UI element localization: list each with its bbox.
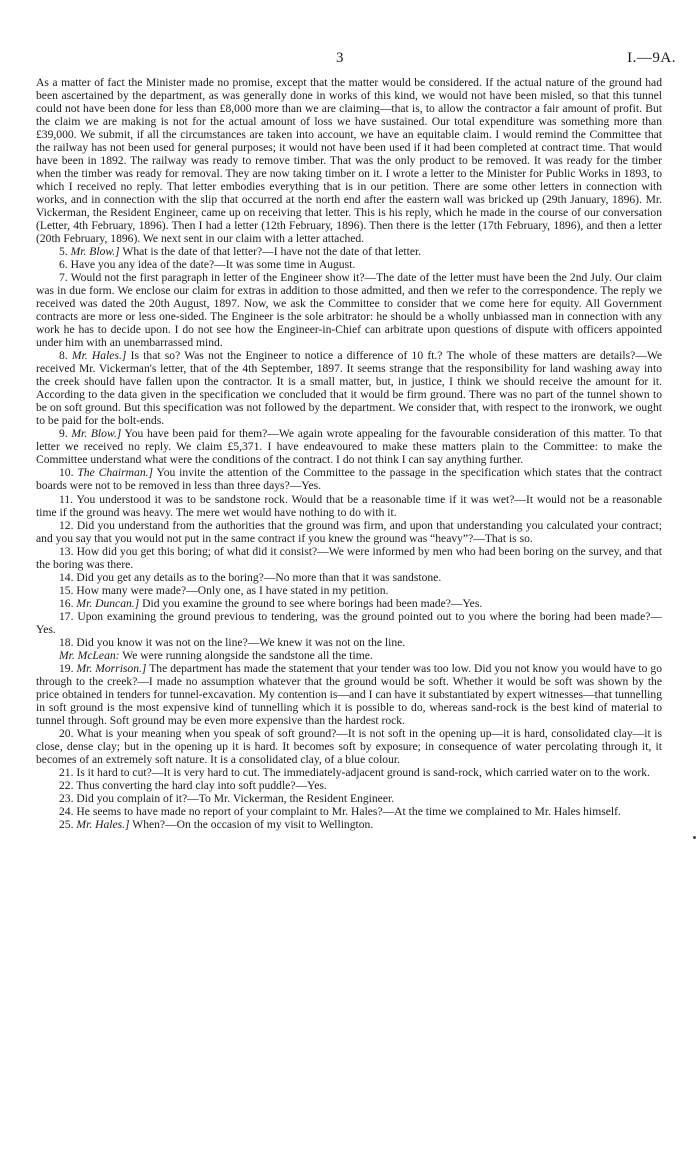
margin-mark — [693, 836, 696, 839]
question-number: 6. — [59, 258, 68, 272]
question-paragraph — [36, 519, 662, 545]
question-number: 24. — [59, 804, 74, 818]
paragraph-text: How did you get this boring; of what did it consist?—We were informed by men who had been boring on the survey, and that the boring was there. — [36, 544, 662, 571]
speaker-name: Mr. Morrison.] — [76, 661, 147, 675]
question-paragraph — [36, 597, 662, 610]
paragraph-text: Upon examining the ground previous to tendering, was the ground pointed out to you where the boring had been made?—Yes. — [36, 609, 662, 636]
paragraph-text: Did you examine the ground to see where borings had been made?—Yes. — [142, 596, 483, 610]
page-reference: I.—9A. — [627, 50, 676, 66]
question-number: 13. — [59, 544, 74, 558]
speaker-name: Mr. Blow.] — [71, 427, 122, 441]
page-body — [36, 76, 662, 831]
question-number: 14. — [59, 570, 74, 584]
question-paragraph — [36, 349, 662, 427]
question-paragraph — [36, 818, 662, 831]
question-paragraph — [36, 766, 662, 779]
question-paragraph — [36, 662, 662, 727]
question-number: 10. — [59, 466, 74, 480]
speaker-name: Mr. Hales.] — [71, 349, 127, 363]
question-number: 9. — [59, 427, 68, 441]
question-paragraph — [36, 545, 662, 571]
question-paragraph — [36, 427, 662, 466]
question-number: 15. — [59, 583, 74, 597]
question-number: 5. — [59, 245, 68, 259]
question-paragraph — [36, 245, 662, 258]
paragraph-text: He seems to have made no report of your complaint to Mr. Hales?—At the time we complained to Mr. Hales himself. — [76, 804, 621, 818]
paragraph-text: When?—On the occasion of my visit to Wellington. — [132, 817, 374, 831]
question-number: 16. — [59, 596, 74, 610]
speaker-name: Mr. McLean: — [59, 648, 120, 662]
question-paragraph — [36, 258, 662, 271]
question-paragraph — [36, 466, 662, 492]
opening-paragraph — [36, 76, 662, 245]
question-paragraph — [36, 584, 662, 597]
question-number: 18. — [59, 635, 74, 649]
question-paragraph — [36, 727, 662, 766]
paragraph-text: Did you know it was not on the line?—We knew it was not on the line. — [76, 635, 406, 649]
paragraph-text: You have been paid for them?—We again wrote appealing for the favourable consideration of this matter. To that letter we received no reply. We claim £5,371. I have endeavoured to make these matters plain to the Committee: to make the Committee understand what were the conditions of the contract. I do not think I can say anything further. — [36, 427, 662, 467]
paragraph-text: Is that so? Was not the Engineer to notice a difference of 10 ft.? The whole of these matters are details?—We received Mr. Vickerman's letter, that of the 4th September, 1897. It seems strange that the responsibility for land washing away into the creek should have fallen upon the contractor. It is a small matter, but, in justice, I think we should receive the amount for it. According to the data given in the specification we concluded that it would be firm ground. There was no part of the tunnel shown to be on soft ground. But this specification was not followed by the department. We consider that, with respect to the ironwork, we ought to be paid for the bolt-ends. — [36, 349, 662, 428]
speaker-name: Mr. Blow.] — [70, 245, 120, 259]
question-number: 19. — [59, 661, 74, 675]
question-paragraph — [36, 779, 662, 792]
paragraph-text: You understood it was to be sandstone rock. Would that be a reasonable time if it was wet?—It would not be a reasonable time if the ground was heavy. The mere wet would have nothing to do with it. — [36, 492, 663, 519]
paragraph-text: Is it hard to cut?—It is very hard to cut. The immediately-adjacent ground is sand-rock, which carried water on to the work. — [76, 765, 650, 779]
question-number: 22. — [59, 778, 74, 792]
question-number: 21. — [59, 765, 74, 779]
paragraph-text: The department has made the statement that your tender was too low. Did you not know you would have to go through to the creek?—I made no assumption whatever that the ground would be soft. Whether it would be soft was shown by the price obtained in tenders for tunnel-excavation. My contention is—and I can have it substantiated by expert witnesses—that tunnelling in soft ground is the most expensive kind of tunnelling which it is possible to do, whereas sand-rock is the best kind of material to tunnel through. Soft ground may be even more expensive than the hardest rock. — [36, 661, 662, 727]
paragraph-text: Have you any idea of the date?—It was some time in August. — [70, 258, 356, 272]
question-number: 20. — [59, 726, 74, 740]
paragraph-text: As a matter of fact the Minister made no promise, except that the matter would be considered. If the actual nature of the ground had been ascertained by the department, as was generally done in works of this kind, we would not have been misled, so that this tunnel could not have been done for less than £8,000 more than we are claiming—that is, to allow the contractor a fair amount of profit. But the claim we are making is not for the actual amount of loss we have sustained. Our total expenditure was something more than £39,000. We submit, if all the circumstances are taken into account, we have an equitable claim. I would remind the Committee that the railway has not been used for general purposes; it would not have been used if it had been completed at contract time. That would have been in 1892. The railway was ready to remove timber. That was the only product to be removed. It was ready for the timber when the timber was ready for removal. They are now taking timber on it. I wrote a letter to the Minister for Public Works in 1893, to which I received no reply. That letter embodies everything that is in our petition. There are some other letters in connection with works, and in connection with the slip that occurred at the north end after the eastern wall was bricked up (29th January, 1896). Mr. Vickerman, the Resident Engineer, came up on receiving that letter. This is his reply, which he made in the course of our conversation (Letter, 4th February, 1896). Then I had a letter (12th February, 1896). Then there is the letter (17th February, 1896), and then a letter (20th February, 1896). We next sent in our claim with a letter attached. — [36, 76, 662, 246]
page-number: 3 — [336, 50, 344, 66]
paragraph-text: We were running alongside the sandstone all the time. — [122, 648, 373, 662]
question-paragraph — [36, 805, 662, 818]
question-paragraph — [36, 649, 662, 662]
speaker-name: Mr. Duncan.] — [76, 596, 140, 610]
question-paragraph — [36, 493, 662, 519]
paragraph-text: Would not the first paragraph in letter of the Engineer show it?—The date of the letter must have been the 2nd July. Our claim was in due form. We enclose our claim for extras in addition to those admitted, and then we refer to the correspondence. The reply we received was dated the 20th August, 1897. Now, we ask the Committee to consider that we come here for equity. All Government contracts are more or less one-sided. The Engineer is the sole arbitrator: he should be a wholly unbiassed man in connection with any work he has to decide upon. I do not see how the Engineer-in-Chief can arbitrate upon questions of dispute with officers appointed under him with an unembarrassed mind. — [36, 271, 662, 350]
paragraph-text: Thus converting the hard clay into soft puddle?—Yes. — [76, 778, 327, 792]
question-number: 23. — [59, 791, 74, 805]
question-paragraph — [36, 610, 662, 636]
question-number: 8. — [59, 349, 68, 363]
speaker-name: Mr. Hales.] — [76, 817, 130, 831]
speaker-name: The Chairman.] — [77, 466, 154, 480]
paragraph-text: What is your meaning when you speak of soft ground?—It is not soft in the opening up—it is hard, consolidated clay—it is close, dense clay; but in the opening up it is hard. It becomes soft by exposure; in consequence of water percolating through it, it becomes of an extremely soft nature. It is a consolidated clay, of a blue colour. — [36, 726, 662, 766]
paragraph-text: You invite the attention of the Committee to the passage in the specification which states that the contract boards were not to be removed in less than three days?—Yes. — [36, 466, 662, 493]
paragraph-text: Did you get any details as to the boring?—No more than that it was sandstone. — [76, 570, 442, 584]
paragraph-text: Did you complain of it?—To Mr. Vickerman, the Resident Engineer. — [76, 791, 395, 805]
question-number: 17. — [59, 609, 74, 623]
question-number: 7. — [59, 271, 68, 285]
question-paragraph — [36, 636, 662, 649]
question-paragraph — [36, 271, 662, 349]
question-number: 12. — [59, 518, 74, 532]
paragraph-text: How many were made?—Only one, as I have stated in my petition. — [76, 583, 389, 597]
question-number: 25. — [59, 817, 74, 831]
question-number: 11. — [59, 492, 74, 506]
page-header — [0, 50, 700, 70]
question-paragraph — [36, 792, 662, 805]
paragraph-text: What is the date of that letter?—I have not the date of that letter. — [122, 245, 422, 259]
question-paragraph — [36, 571, 662, 584]
paragraph-text: Did you understand from the authorities that the ground was firm, and upon that understanding you calculated your contract; and you say that you would not put in the same contract if you knew the ground was “heavy”?—That is so. — [36, 518, 662, 545]
